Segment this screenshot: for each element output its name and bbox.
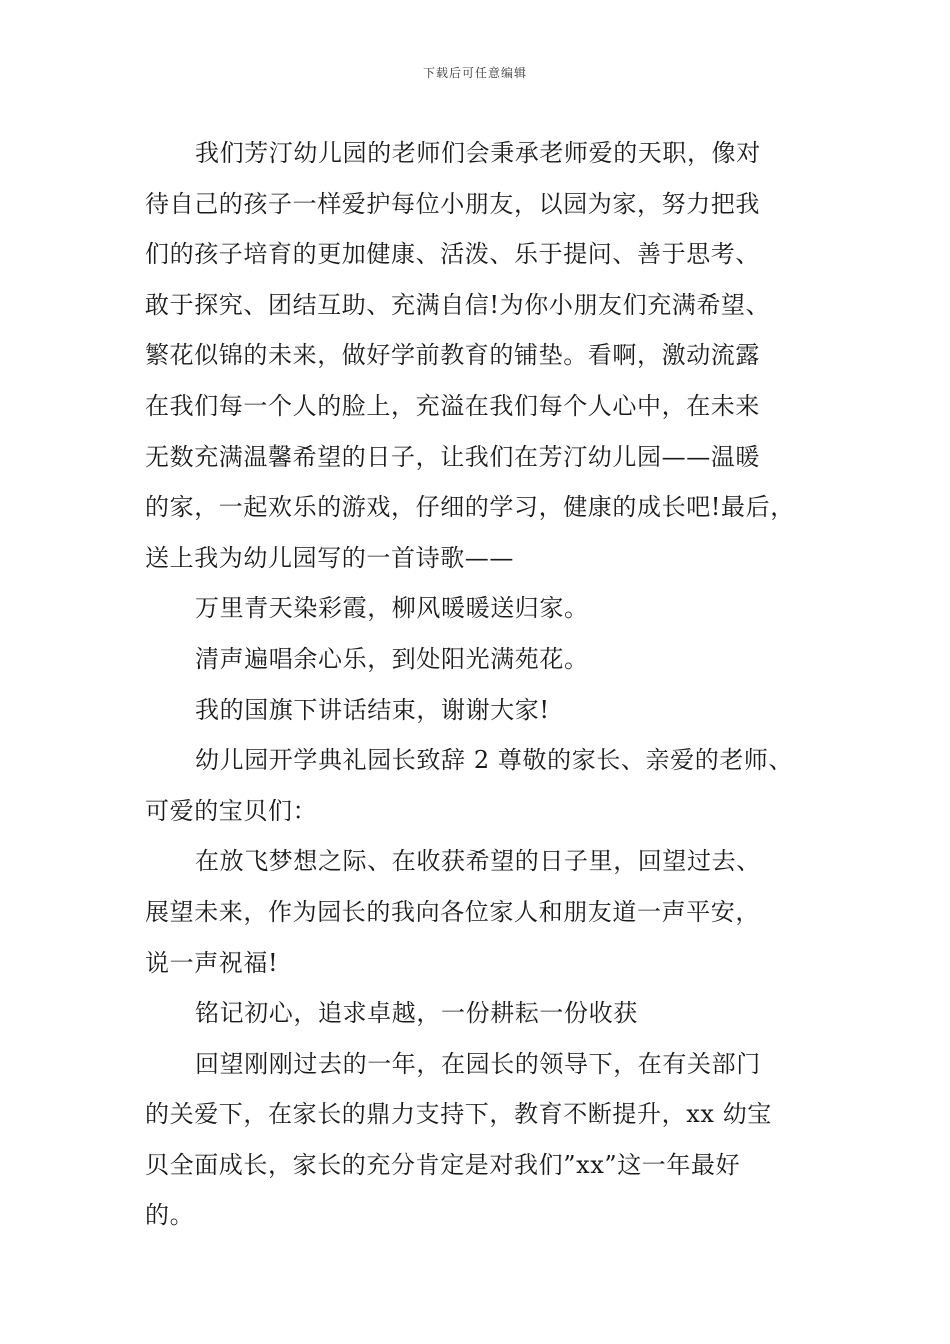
text-line: 贝全面成长，家长的充分肯定是对我们”xx”这一年最好 <box>145 1150 741 1179</box>
text-line: 繁花似锦的未来，做好学前教育的铺垫。看啊，激动流露 <box>145 341 760 370</box>
subheading-line: 铭记初心，追求卓越，一份耕耘一份收获 <box>195 999 638 1028</box>
text-line: 送上我为幼儿园写的一首诗歌—— <box>145 543 514 572</box>
text-line: 在放飞梦想之际、在收获希望的日子里，回望过去、 <box>195 847 761 876</box>
text-line: 在我们每一个人的脸上，充溢在我们每个人心中，在未来 <box>145 391 760 420</box>
text-line: 可爱的宝贝们： <box>145 796 318 825</box>
text-line: 我们芳汀幼儿园的老师们会秉承老师爱的天职，像对 <box>195 139 761 167</box>
text-line: 们的孩子培育的更加健康、活泼、乐于提问、善于思考、 <box>145 240 760 269</box>
text-line: 我的国旗下讲话结束，谢谢大家! <box>195 695 550 724</box>
text-line: 回望刚刚过去的一年，在园长的领导下，在有关部门 <box>195 1049 761 1078</box>
text-line: 的家，一起欢乐的游戏，仔细的学习，健康的成长吧!最后， <box>145 493 795 522</box>
document-body <box>145 128 825 1241</box>
text-line: 说一声祝福! <box>145 948 279 977</box>
text-line: 的关爱下，在家长的鼎力支持下，教育不断提升，xx 幼宝 <box>145 1100 772 1129</box>
poem-line: 万里青天染彩霞，柳风暖暖送归家。 <box>195 594 589 623</box>
section-heading-line: 幼儿园开学典礼园长致辞 2 尊敬的家长、亲爱的老师、 <box>195 746 794 775</box>
page-header-note: 下载后可任意编辑 <box>422 66 527 80</box>
poem-line: 清声遍唱余心乐，到处阳光满苑花。 <box>195 644 589 673</box>
text-line: 待自己的孩子一样爱护每位小朋友，以园为家，努力把我 <box>145 189 760 218</box>
text-line: 无数充满温馨希望的日子，让我们在芳汀幼儿园——温暖 <box>145 442 760 471</box>
text-line: 敢于探究、团结互助、充满自信!为你小朋友们充满希望、 <box>145 290 771 319</box>
text-line: 的。 <box>145 1201 195 1230</box>
text-line: 展望未来，作为园长的我向各位家人和朋友道一声平安， <box>145 897 760 926</box>
